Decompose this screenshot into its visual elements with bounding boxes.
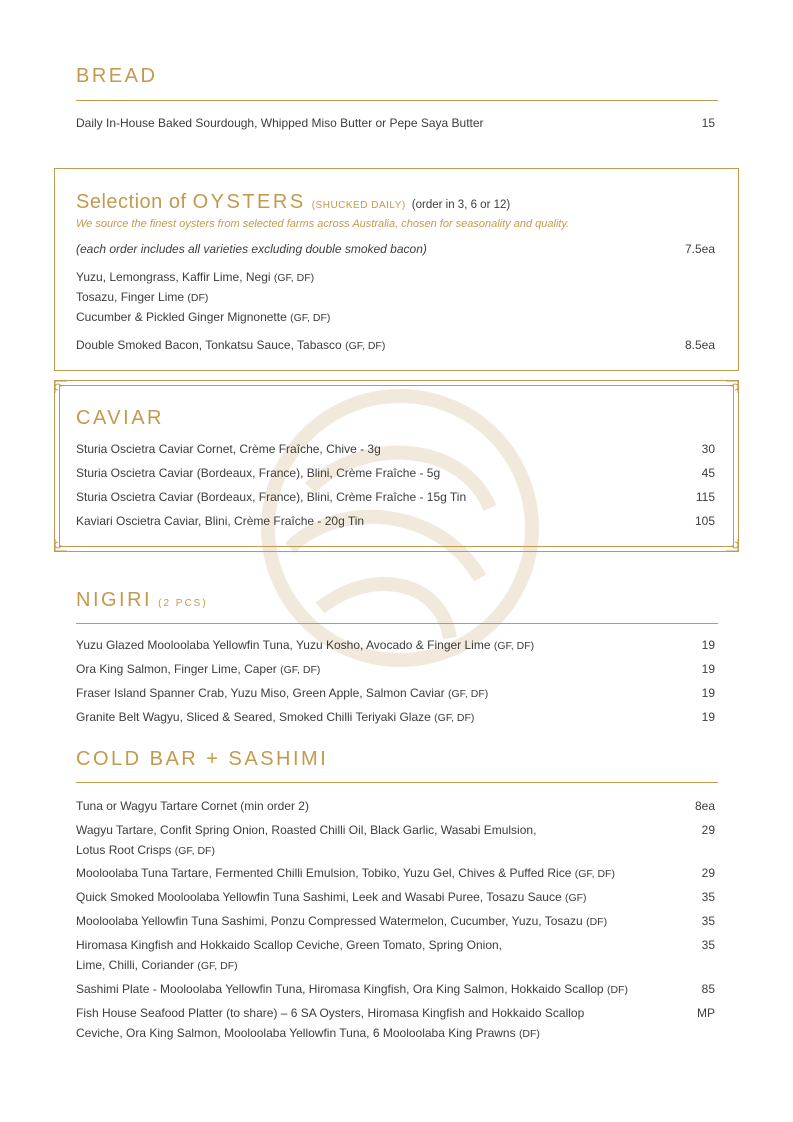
item-name: Tuna or Wagyu Tartare Cornet (min order 2): [76, 799, 309, 813]
item-price: 19: [701, 662, 715, 676]
nigiri-title: NIGIRI: [76, 589, 153, 611]
item-price: 35: [701, 938, 715, 952]
item-price: 19: [701, 686, 715, 700]
item-name: Ora King Salmon, Finger Lime, Caper (GF, DF): [76, 662, 321, 676]
item-name: Sturia Oscietra Caviar Cornet, Crème Fraîche, Chive - 3g: [76, 442, 381, 456]
item-name: Sturia Oscietra Caviar (Bordeaux, France), Blini, Crème Fraîche - 15g Tin: [76, 490, 467, 504]
oysters-description: We source the finest oysters from selected farms across Australia, chosen for seasonality and quality.: [76, 218, 570, 230]
item-price: 19: [701, 710, 715, 724]
divider: [76, 100, 718, 101]
item-name: Wagyu Tartare, Confit Spring Onion, Roasted Chilli Oil, Black Garlic, Wasabi Emulsion, Lotus Root Crisps (GF, DF): [76, 823, 537, 857]
item-name: Double Smoked Bacon, Tonkatsu Sauce, Tabasco (GF, DF): [76, 338, 386, 352]
item-price: 29: [701, 866, 715, 880]
item-price: 35: [701, 890, 715, 904]
item-name: Cucumber & Pickled Ginger Mignonette (GF, DF): [76, 310, 331, 324]
varieties-note: (each order includes all varieties excluding double smoked bacon): [76, 242, 427, 256]
corner-ornament-icon: [54, 380, 68, 394]
oysters-order-note: (order in 3, 6 or 12): [411, 199, 511, 211]
item-name: Fish House Seafood Platter (to share) – 6 SA Oysters, Hiromasa Kingfish and Hokkaido Scallop Ceviche, Ora King Salmon, Mooloolaba Yellowfin Tuna, 6 Mooloolaba King Prawns (DF): [76, 1006, 585, 1040]
item-name: Tosazu, Finger Lime (DF): [76, 290, 209, 304]
item-name: Sturia Oscietra Caviar (Bordeaux, France), Blini, Crème Fraîche - 5g: [76, 466, 441, 480]
item-name: Granite Belt Wagyu, Sliced & Seared, Smoked Chilli Teriyaki Glaze (GF, DF): [76, 710, 475, 724]
oysters-title-small: (SHUCKED DAILY): [311, 200, 406, 211]
item-price: 15: [701, 116, 715, 130]
corner-ornament-icon: [54, 538, 68, 552]
section-title-oysters: [76, 191, 510, 214]
item-name: Kaviari Oscietra Caviar, Blini, Crème Fraîche - 20g Tin: [76, 514, 365, 528]
section-title-bread: BREAD: [76, 65, 158, 87]
item-price: 7.5ea: [684, 242, 715, 256]
item-name: Mooloolaba Tuna Tartare, Fermented Chilli Emulsion, Tobiko, Yuzu Gel, Chives & Puffed Rice (GF, DF): [76, 866, 615, 880]
item-price: 8.5ea: [684, 338, 715, 352]
divider: [76, 782, 718, 783]
item-price: 29: [701, 823, 715, 837]
item-price: MP: [697, 1006, 715, 1020]
item-name: Daily In-House Baked Sourdough, Whipped Miso Butter or Pepe Saya Butter: [76, 116, 484, 130]
item-price: 8ea: [694, 799, 715, 813]
item-price: 45: [701, 466, 715, 480]
item-price: 85: [701, 982, 715, 996]
corner-ornament-icon: [725, 380, 739, 394]
item-name: Yuzu, Lemongrass, Kaffir Lime, Negi (GF, DF): [76, 270, 315, 284]
oysters-title-prefix: Selection of: [76, 191, 193, 213]
item-price: 19: [701, 638, 715, 652]
item-name: Sashimi Plate - Mooloolaba Yellowfin Tuna, Hiromasa Kingfish, Ora King Salmon, Hokkaido Scallop (DF): [76, 982, 628, 996]
divider: [76, 623, 718, 624]
item-name: Mooloolaba Yellowfin Tuna Sashimi, Ponzu Compressed Watermelon, Cucumber, Yuzu, Tosazu (DF): [76, 914, 608, 928]
item-name: Yuzu Glazed Mooloolaba Yellowfin Tuna, Yuzu Kosho, Avocado & Finger Lime (GF, DF): [76, 638, 535, 652]
item-name: Hiromasa Kingfish and Hokkaido Scallop Ceviche, Green Tomato, Spring Onion, Lime, Chilli, Coriander (GF, DF): [76, 938, 502, 972]
section-title-caviar: CAVIAR: [76, 407, 164, 429]
oysters-title-caps: OYSTERS: [192, 191, 306, 213]
corner-ornament-icon: [725, 538, 739, 552]
item-name: Quick Smoked Mooloolaba Yellowfin Tuna Sashimi, Leek and Wasabi Puree, Tosazu Sauce (GF): [76, 890, 587, 904]
item-price: 30: [701, 442, 715, 456]
section-title-nigiri: [76, 589, 208, 612]
nigiri-subtitle: (2 PCS): [158, 598, 208, 609]
item-price: 115: [695, 490, 715, 504]
item-name: Fraser Island Spanner Crab, Yuzu Miso, Green Apple, Salmon Caviar (GF, DF): [76, 686, 489, 700]
section-title-coldbar: COLD BAR + SASHIMI: [76, 748, 329, 770]
item-price: 105: [694, 514, 715, 528]
item-price: 35: [701, 914, 715, 928]
